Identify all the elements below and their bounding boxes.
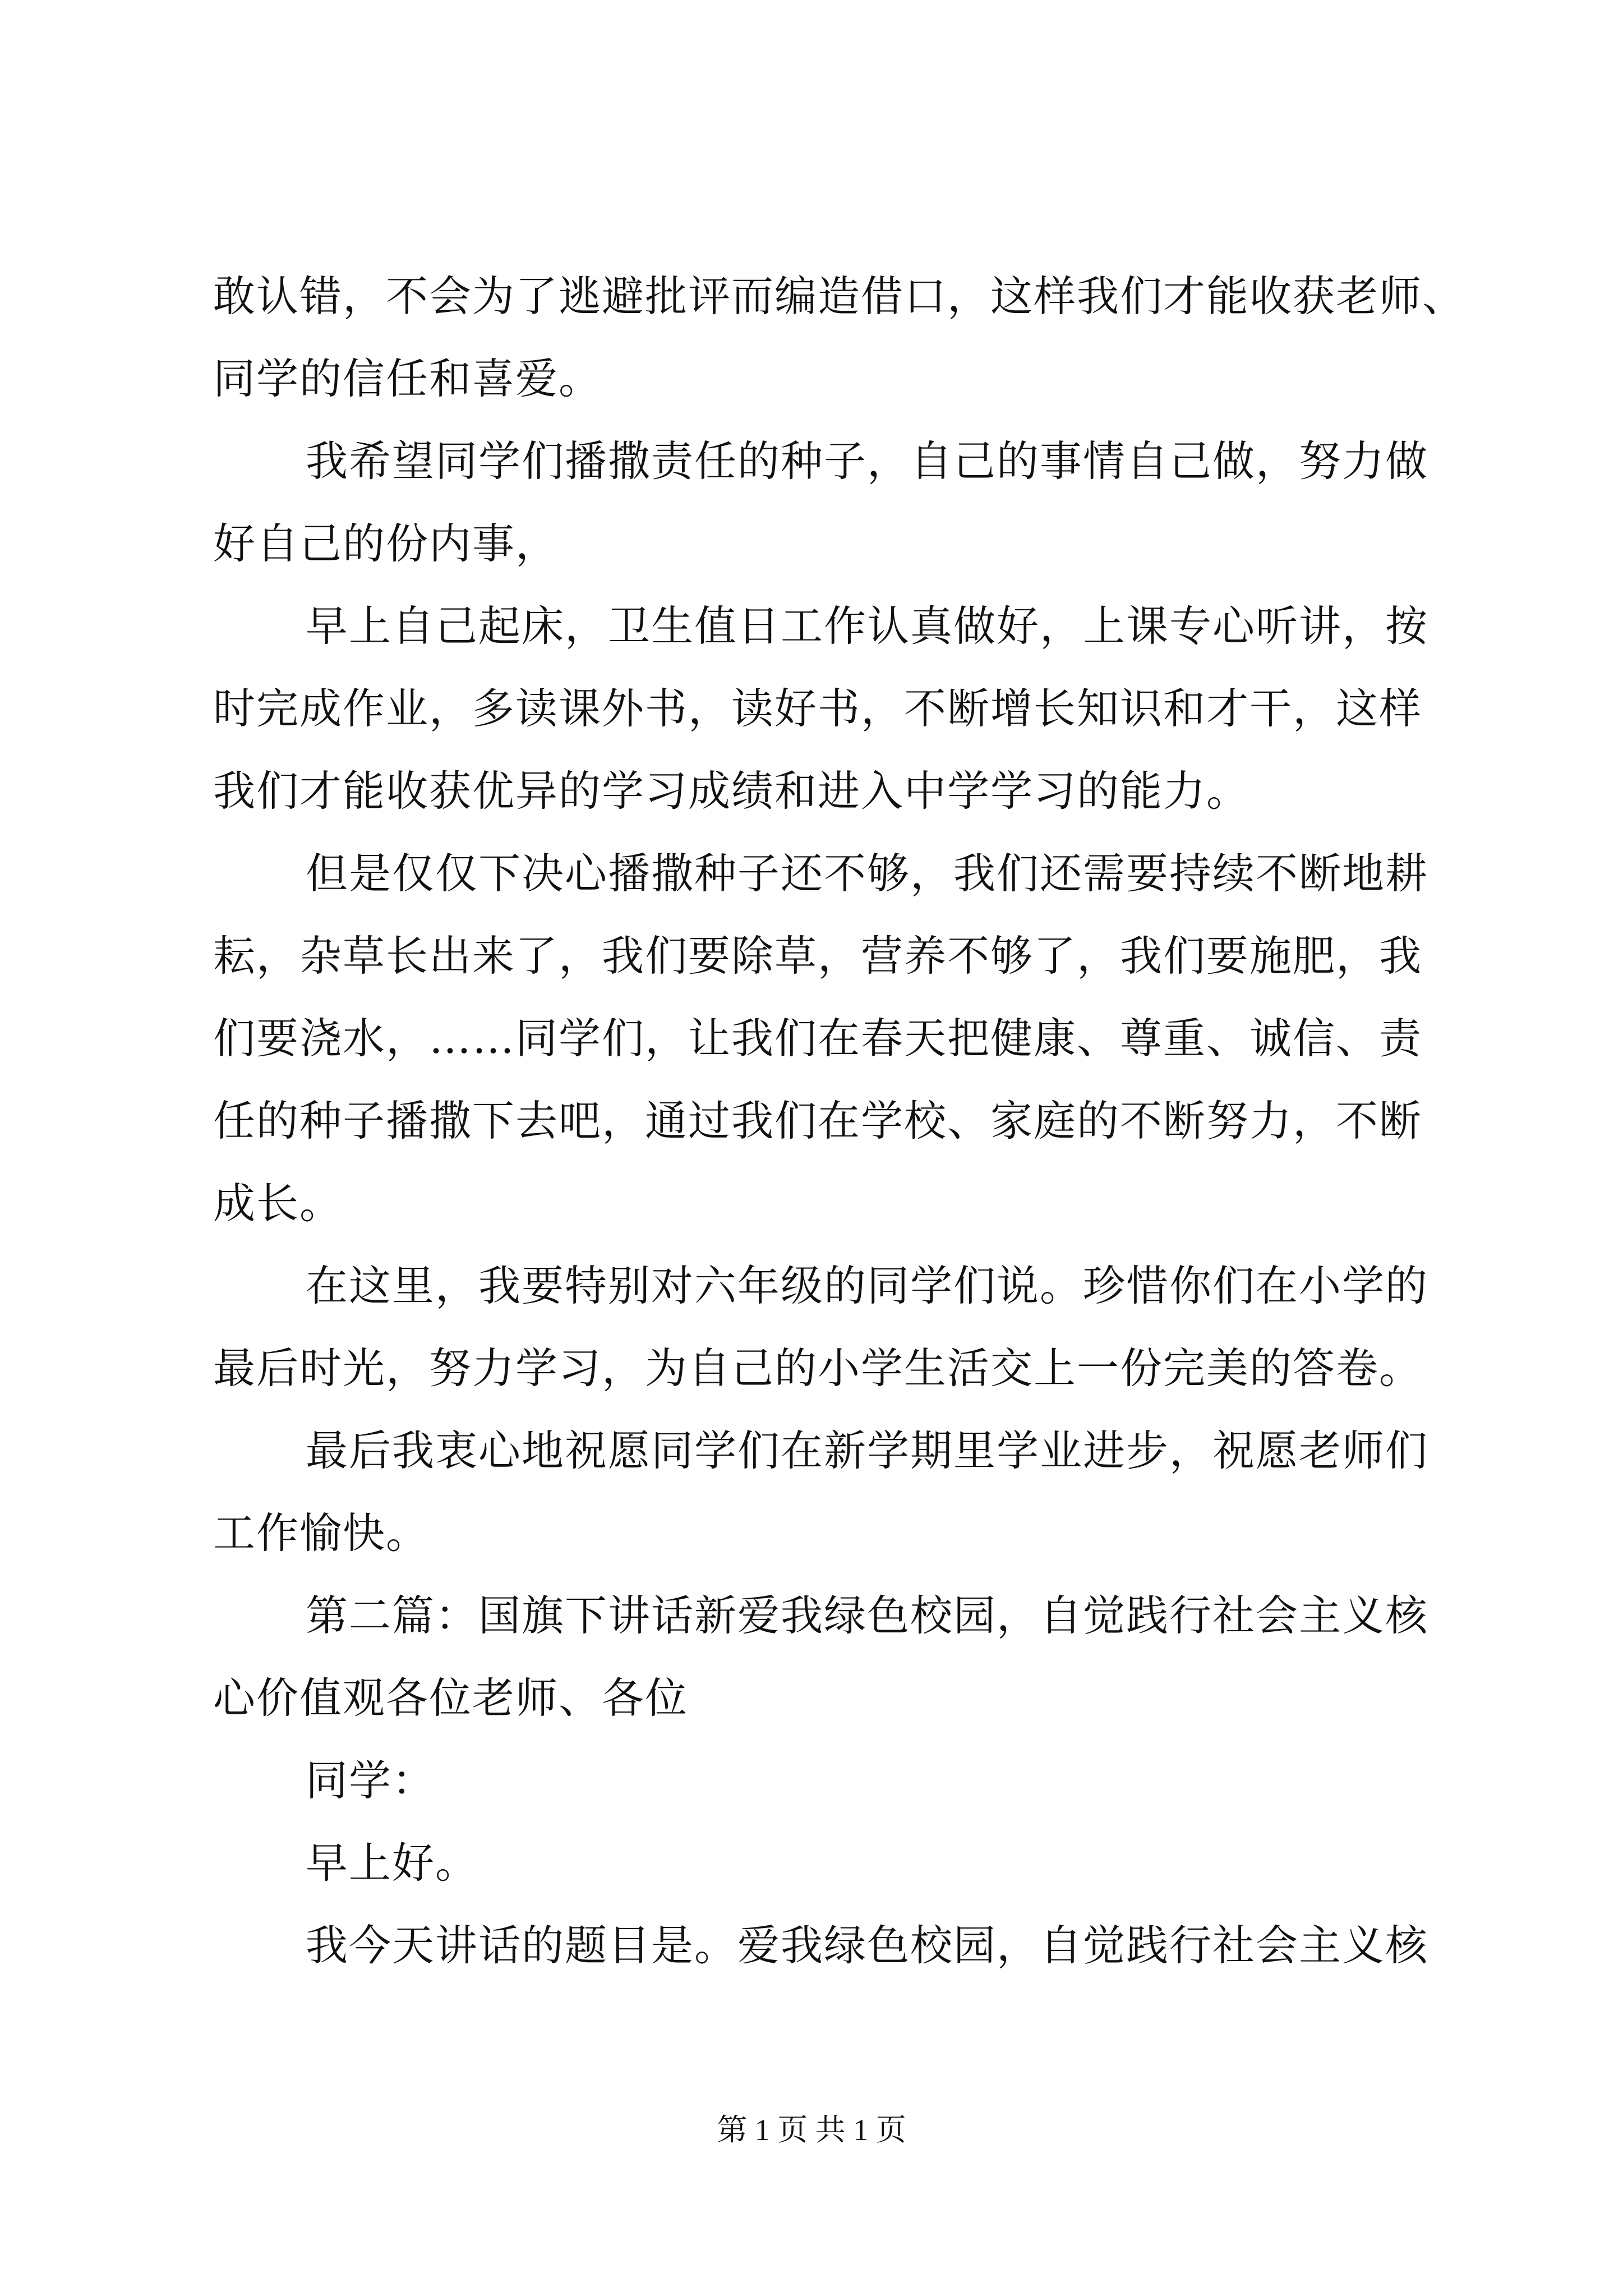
text-line: 同学的信任和喜爱。 [213,354,602,403]
text-line: 早上好。 [306,1838,479,1888]
text-line: 早上自己起床，卫生值日工作认真做好，上课专心听讲，按 [306,601,1429,651]
document-body [213,255,1466,1987]
text-line: 们要浇水，……同学们，让我们在春天把健康、尊重、诚信、责 [213,1014,1423,1063]
text-line: 成长。 [213,1179,343,1228]
text-line: 同学： [306,1756,436,1805]
text-line: 敢认错，不会为了逃避批评而编造借口，这样我们才能收获老师、 [213,272,1466,321]
page-footer: 第 1 页 共 1 页 [717,2113,906,2147]
text-line: 我今天讲话的题目是。爱我绿色校园，自觉践行社会主义核 [306,1921,1429,1970]
text-line: 任的种子播撒下去吧，通过我们在学校、家庭的不断努力，不断 [213,1096,1423,1145]
text-line: 好自己的份内事， [213,519,559,568]
text-line: 时完成作业，多读课外书，读好书，不断增长知识和才干，这样 [213,684,1423,733]
text-line: 我希望同学们播撒责任的种子，自己的事情自己做，努力做 [306,436,1429,486]
text-line: 我们才能收获优异的学习成绩和进入中学学习的能力。 [213,766,1250,816]
text-line: 最后我衷心地祝愿同学们在新学期里学业进步，祝愿老师们 [306,1426,1429,1475]
text-line: 耘，杂草长出来了，我们要除草，营养不够了，我们要施肥，我 [213,931,1423,981]
text-line: 最后时光，努力学习，为自己的小学生活交上一份完美的答卷。 [213,1343,1423,1393]
text-line: 第二篇：国旗下讲话新爱我绿色校园，自觉践行社会主义核 [306,1591,1429,1640]
text-line: 心价值观各位老师、各位 [213,1673,689,1723]
text-line: 在这里，我要特别对六年级的同学们说。珍惜你们在小学的 [306,1261,1429,1310]
text-line: 但是仅仅下决心播撒种子还不够，我们还需要持续不断地耕 [306,849,1429,898]
text-line: 工作愉快。 [213,1508,430,1558]
